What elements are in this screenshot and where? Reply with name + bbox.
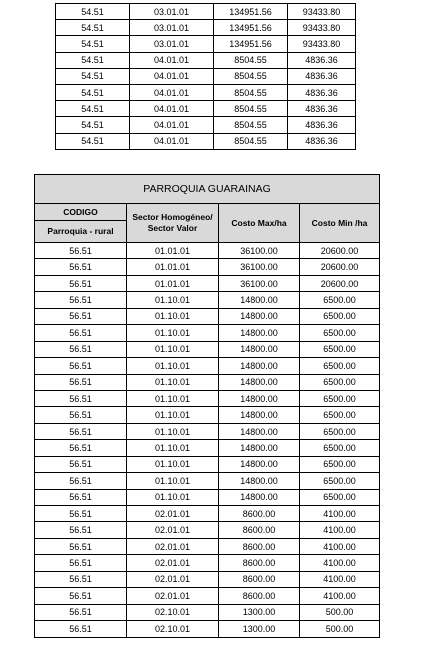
table-row [35, 555, 380, 571]
sector-cell: 01.01.01 [127, 275, 219, 291]
table-row [35, 407, 380, 423]
sector-cell: 01.10.01 [127, 308, 219, 324]
table-row [35, 358, 380, 374]
costo-min-cell: 6500.00 [300, 423, 380, 439]
costo-min-cell: 6500.00 [300, 308, 380, 324]
costo-max-cell: 14800.00 [219, 341, 300, 357]
sector-cell: 03.01.01 [130, 36, 214, 52]
costo-max-cell: 8600.00 [219, 506, 300, 522]
codigo-cell: 56.51 [35, 571, 127, 587]
header-costo-min: Costo Min /ha [300, 204, 380, 243]
table-row [56, 133, 356, 149]
codigo-cell: 56.51 [35, 243, 127, 259]
continued-table [55, 3, 356, 150]
codigo-cell: 54.51 [56, 133, 130, 149]
sector-cell: 02.01.01 [127, 538, 219, 554]
costo-min-cell: 4836.36 [288, 133, 356, 149]
codigo-cell: 54.51 [56, 4, 130, 20]
costo-min-cell: 4100.00 [300, 506, 380, 522]
sector-cell: 01.10.01 [127, 325, 219, 341]
codigo-cell: 56.51 [35, 621, 127, 637]
table-row [35, 604, 380, 620]
table-row [35, 259, 380, 275]
table-row [56, 4, 356, 20]
costo-min-cell: 20600.00 [300, 275, 380, 291]
sector-cell: 03.01.01 [130, 20, 214, 36]
codigo-cell: 56.51 [35, 390, 127, 406]
costo-max-cell: 8504.55 [214, 117, 288, 133]
sector-cell: 01.10.01 [127, 341, 219, 357]
table-row [35, 390, 380, 406]
costo-min-cell: 93433.80 [288, 20, 356, 36]
parroquia-table [34, 174, 380, 638]
parroquia-table-body [35, 243, 380, 638]
sector-cell: 01.10.01 [127, 292, 219, 308]
codigo-cell: 56.51 [35, 407, 127, 423]
costo-min-cell: 4836.36 [288, 68, 356, 84]
codigo-cell: 54.51 [56, 36, 130, 52]
costo-max-cell: 8504.55 [214, 68, 288, 84]
sector-cell: 01.01.01 [127, 259, 219, 275]
table-row [35, 423, 380, 439]
sector-cell: 02.01.01 [127, 522, 219, 538]
costo-max-cell: 8600.00 [219, 588, 300, 604]
table-row [56, 20, 356, 36]
costo-min-cell: 20600.00 [300, 259, 380, 275]
costo-min-cell: 4836.36 [288, 101, 356, 117]
table-row [35, 308, 380, 324]
costo-min-cell: 93433.80 [288, 4, 356, 20]
codigo-cell: 56.51 [35, 538, 127, 554]
costo-max-cell: 8600.00 [219, 555, 300, 571]
costo-max-cell: 8504.55 [214, 52, 288, 68]
costo-min-cell: 500.00 [300, 621, 380, 637]
sector-cell: 01.10.01 [127, 407, 219, 423]
costo-max-cell: 14800.00 [219, 374, 300, 390]
costo-min-cell: 4100.00 [300, 522, 380, 538]
codigo-cell: 56.51 [35, 440, 127, 456]
sector-cell: 04.01.01 [130, 84, 214, 100]
costo-max-cell: 1300.00 [219, 604, 300, 620]
codigo-cell: 56.51 [35, 259, 127, 275]
sector-cell: 01.10.01 [127, 440, 219, 456]
sector-cell: 01.10.01 [127, 489, 219, 505]
table-row [35, 440, 380, 456]
costo-min-cell: 6500.00 [300, 489, 380, 505]
costo-max-cell: 134951.56 [214, 4, 288, 20]
table-row [56, 101, 356, 117]
costo-max-cell: 36100.00 [219, 259, 300, 275]
costo-min-cell: 6500.00 [300, 325, 380, 341]
costo-max-cell: 14800.00 [219, 407, 300, 423]
codigo-cell: 56.51 [35, 423, 127, 439]
table-row [56, 68, 356, 84]
costo-max-cell: 8600.00 [219, 538, 300, 554]
codigo-cell: 56.51 [35, 522, 127, 538]
codigo-cell: 56.51 [35, 308, 127, 324]
sector-cell: 01.10.01 [127, 473, 219, 489]
costo-min-cell: 4100.00 [300, 571, 380, 587]
sector-cell: 02.01.01 [127, 555, 219, 571]
costo-min-cell: 4100.00 [300, 588, 380, 604]
costo-min-cell: 4836.36 [288, 52, 356, 68]
codigo-cell: 56.51 [35, 604, 127, 620]
table-row [56, 36, 356, 52]
codigo-cell: 56.51 [35, 275, 127, 291]
costo-min-cell: 6500.00 [300, 374, 380, 390]
sector-cell: 02.01.01 [127, 506, 219, 522]
table-row [56, 52, 356, 68]
costo-max-cell: 36100.00 [219, 275, 300, 291]
table-row [35, 538, 380, 554]
codigo-cell: 54.51 [56, 20, 130, 36]
sector-cell: 02.01.01 [127, 588, 219, 604]
costo-max-cell: 1300.00 [219, 621, 300, 637]
codigo-cell: 56.51 [35, 358, 127, 374]
codigo-cell: 56.51 [35, 325, 127, 341]
table-row [35, 473, 380, 489]
sector-cell: 04.01.01 [130, 117, 214, 133]
table-row [35, 489, 380, 505]
parroquia-table-header [35, 175, 380, 243]
codigo-cell: 56.51 [35, 588, 127, 604]
table-row [35, 522, 380, 538]
costo-max-cell: 14800.00 [219, 292, 300, 308]
table-row [35, 275, 380, 291]
costo-min-cell: 6500.00 [300, 407, 380, 423]
codigo-cell: 54.51 [56, 68, 130, 84]
table-row [35, 621, 380, 637]
codigo-cell: 54.51 [56, 117, 130, 133]
sector-cell: 04.01.01 [130, 133, 214, 149]
sector-cell: 01.10.01 [127, 456, 219, 472]
costo-min-cell: 4836.36 [288, 84, 356, 100]
codigo-cell: 56.51 [35, 555, 127, 571]
sector-cell: 01.10.01 [127, 390, 219, 406]
table-row [35, 506, 380, 522]
costo-max-cell: 36100.00 [219, 243, 300, 259]
sector-cell: 01.01.01 [127, 243, 219, 259]
codigo-cell: 56.51 [35, 506, 127, 522]
costo-min-cell: 4100.00 [300, 538, 380, 554]
codigo-cell: 56.51 [35, 473, 127, 489]
codigo-cell: 56.51 [35, 341, 127, 357]
costo-max-cell: 14800.00 [219, 308, 300, 324]
sector-cell: 01.10.01 [127, 423, 219, 439]
costo-min-cell: 6500.00 [300, 292, 380, 308]
header-codigo: CODIGO [35, 204, 127, 221]
costo-max-cell: 134951.56 [214, 36, 288, 52]
table-row [35, 341, 380, 357]
costo-min-cell: 4836.36 [288, 117, 356, 133]
table-row [35, 571, 380, 587]
table-row [35, 374, 380, 390]
costo-min-cell: 93433.80 [288, 36, 356, 52]
costo-min-cell: 6500.00 [300, 358, 380, 374]
header-parroquia-rural: Parroquia - rural [35, 221, 127, 243]
costo-max-cell: 14800.00 [219, 423, 300, 439]
table-row [35, 456, 380, 472]
parroquia-title: PARROQUIA GUARAINAG [35, 175, 380, 204]
costo-max-cell: 134951.56 [214, 20, 288, 36]
costo-max-cell: 14800.00 [219, 325, 300, 341]
table-row [35, 292, 380, 308]
costo-max-cell: 8504.55 [214, 101, 288, 117]
sector-cell: 01.10.01 [127, 374, 219, 390]
costo-min-cell: 20600.00 [300, 243, 380, 259]
costo-min-cell: 500.00 [300, 604, 380, 620]
sector-cell: 04.01.01 [130, 101, 214, 117]
sector-cell: 02.10.01 [127, 604, 219, 620]
codigo-cell: 54.51 [56, 101, 130, 117]
costo-min-cell: 6500.00 [300, 473, 380, 489]
sector-cell: 01.10.01 [127, 358, 219, 374]
costo-max-cell: 8504.55 [214, 133, 288, 149]
codigo-cell: 56.51 [35, 292, 127, 308]
costo-max-cell: 14800.00 [219, 390, 300, 406]
costo-min-cell: 4100.00 [300, 555, 380, 571]
costo-max-cell: 14800.00 [219, 489, 300, 505]
table-row [35, 588, 380, 604]
sector-cell: 04.01.01 [130, 52, 214, 68]
codigo-cell: 56.51 [35, 489, 127, 505]
codigo-cell: 56.51 [35, 374, 127, 390]
costo-min-cell: 6500.00 [300, 456, 380, 472]
costo-min-cell: 6500.00 [300, 341, 380, 357]
sector-cell: 03.01.01 [130, 4, 214, 20]
sector-cell: 02.10.01 [127, 621, 219, 637]
costo-max-cell: 14800.00 [219, 358, 300, 374]
table-row [56, 117, 356, 133]
costo-min-cell: 6500.00 [300, 440, 380, 456]
sector-cell: 02.01.01 [127, 571, 219, 587]
table-row [35, 243, 380, 259]
codigo-cell: 56.51 [35, 456, 127, 472]
costo-max-cell: 8600.00 [219, 571, 300, 587]
header-sector: Sector Homogéneo/ Sector Valor [127, 204, 219, 243]
costo-max-cell: 14800.00 [219, 440, 300, 456]
codigo-cell: 54.51 [56, 84, 130, 100]
table-row [35, 325, 380, 341]
sector-cell: 04.01.01 [130, 68, 214, 84]
costo-max-cell: 14800.00 [219, 456, 300, 472]
continued-table-body [56, 4, 356, 150]
table-row [56, 84, 356, 100]
costo-max-cell: 8600.00 [219, 522, 300, 538]
costo-max-cell: 14800.00 [219, 473, 300, 489]
header-costo-max: Costo Max/ha [219, 204, 300, 243]
codigo-cell: 54.51 [56, 52, 130, 68]
costo-max-cell: 8504.55 [214, 84, 288, 100]
costo-min-cell: 6500.00 [300, 390, 380, 406]
